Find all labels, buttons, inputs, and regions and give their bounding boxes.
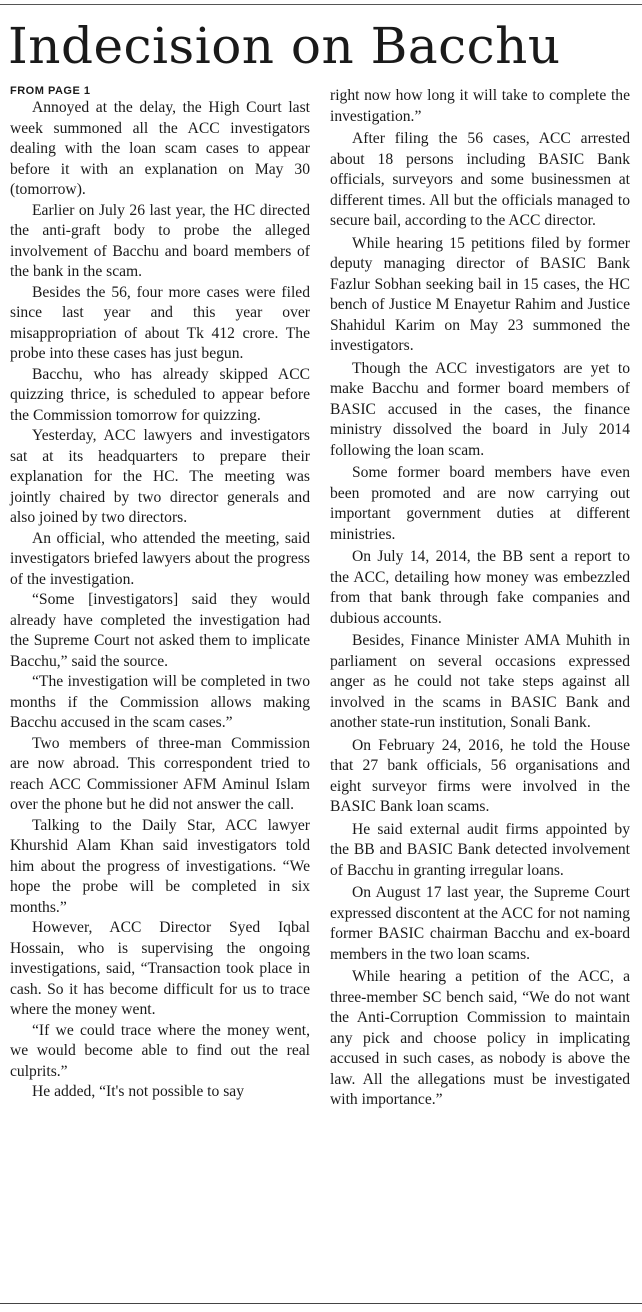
headline: Indecision on Bacchu (8, 17, 561, 75)
paragraph: On July 14, 2014, the BB sent a report to the ACC, detailing how money was embezzled from that bank through fake companies and dubious accounts. (330, 548, 630, 627)
paragraph: Talking to the Daily Star, ACC lawyer Khurshid Alam Khan said investigators told him about the progress of investigations. “We hope the probe will be completed in six months.” (10, 816, 310, 916)
paragraph: “If we could trace where the money went, we would become able to find out the real culprits.” (10, 1021, 310, 1080)
paragraph: Annoyed at the delay, the High Court last week summoned all the ACC investigators dealing with the loan scam cases to appear before it with an explanation on May 30 (tomorrow). (10, 99, 310, 198)
paragraph: Some former board members have even been promoted and are now carrying out important government duties at different ministries. (330, 464, 630, 543)
paragraph: Yesterday, ACC lawyers and investigators sat at its headquarters to prepare their explanation for the HC. The meeting was jointly chaired by two director generals and also joined by two directors. (10, 427, 310, 526)
continuation-kicker: FROM PAGE 1 (10, 85, 91, 97)
paragraph: “Some [investigators] said they would already have completed the investigation had the Supreme Court not asked them to implicate Bacchu,” said the source. (10, 591, 310, 670)
paragraph: “The investigation will be completed in two months if the Commission allows making Bacchu accused in the scam cases.” (10, 673, 310, 731)
paragraph: Though the ACC investigators are yet to make Bacchu and former board members of BASIC accused in the cases, the finance ministry dissolved the board in July 2014 following the loan scam. (330, 359, 630, 459)
paragraph: He added, “It's not possible to say (32, 1083, 244, 1100)
top-rule (0, 4, 642, 5)
paragraph: On August 17 last year, the Supreme Court expressed discontent at the ACC for not naming former BASIC chairman Bacchu and ex-board members in the two loan scams. (330, 884, 630, 963)
paragraph: Besides the 56, four more cases were filed since last year and this year over misappropriation of about Tk 412 crore. The probe into these cases has just begun. (10, 283, 310, 362)
paragraph: While hearing 15 petitions filed by former deputy managing director of BASIC Bank Fazlur Sobhan seeking bail in 15 cases, the HC bench of Justice M Enayetur Rahim and Justice Shahidul Karim on May 23 summoned the investigators. (330, 234, 630, 354)
paragraph: However, ACC Director Syed Iqbal Hossain, who is supervising the ongoing investigations, said, “Transaction took place in cash. So it has become difficult for us to trace where the money went. (10, 919, 310, 1018)
paragraph: Besides, Finance Minister AMA Muhith in parliament on several occasions expressed anger as he could not take steps against all involved in the scams in BASIC Bank and another state-run institution, Sonali Bank. (330, 632, 630, 731)
bottom-rule (0, 1303, 642, 1304)
paragraph: right now how long it will take to complete the investigation.” (330, 87, 630, 125)
paragraph: Two members of three-man Commission are now abroad. This correspondent tried to reach ACC Commissioner AFM Aminul Islam over the phone but he did not answer the call. (10, 734, 310, 813)
paragraph: While hearing a petition of the ACC, a three-member SC bench said, “We do not want the Anti-Corruption Commission to maintain any pick and choose policy in implicating accused in such cases, as nobody is above the law. All the allegations must be investigated with importance.” (330, 968, 630, 1108)
paragraph: On February 24, 2016, he told the House that 27 bank officials, 56 organisations and eight surveyor firms were involved in the BASIC Bank loan scams. (330, 736, 630, 815)
paragraph: After filing the 56 cases, ACC arrested about 18 persons including BASIC Bank officials, surveyors and some businessmen at different times. All but the officials managed to secure bail, according to the ACC director. (330, 130, 630, 229)
right-column (330, 86, 630, 1113)
paragraph: An official, who attended the meeting, said investigators briefed lawyers about the progress of the investigation. (10, 529, 310, 588)
paragraph: He said external audit firms appointed by the BB and BASIC Bank detected involvement of Bacchu in granting irregular loans. (330, 820, 630, 879)
paragraph: Earlier on July 26 last year, the HC directed the anti-graft body to probe the alleged involvement of Bacchu and board members of the bank in the scam. (10, 201, 310, 280)
left-column (10, 84, 310, 1103)
paragraph: Bacchu, who has already skipped ACC quizzing thrice, is scheduled to appear before the Commission tomorrow for quizzing. (10, 365, 310, 424)
